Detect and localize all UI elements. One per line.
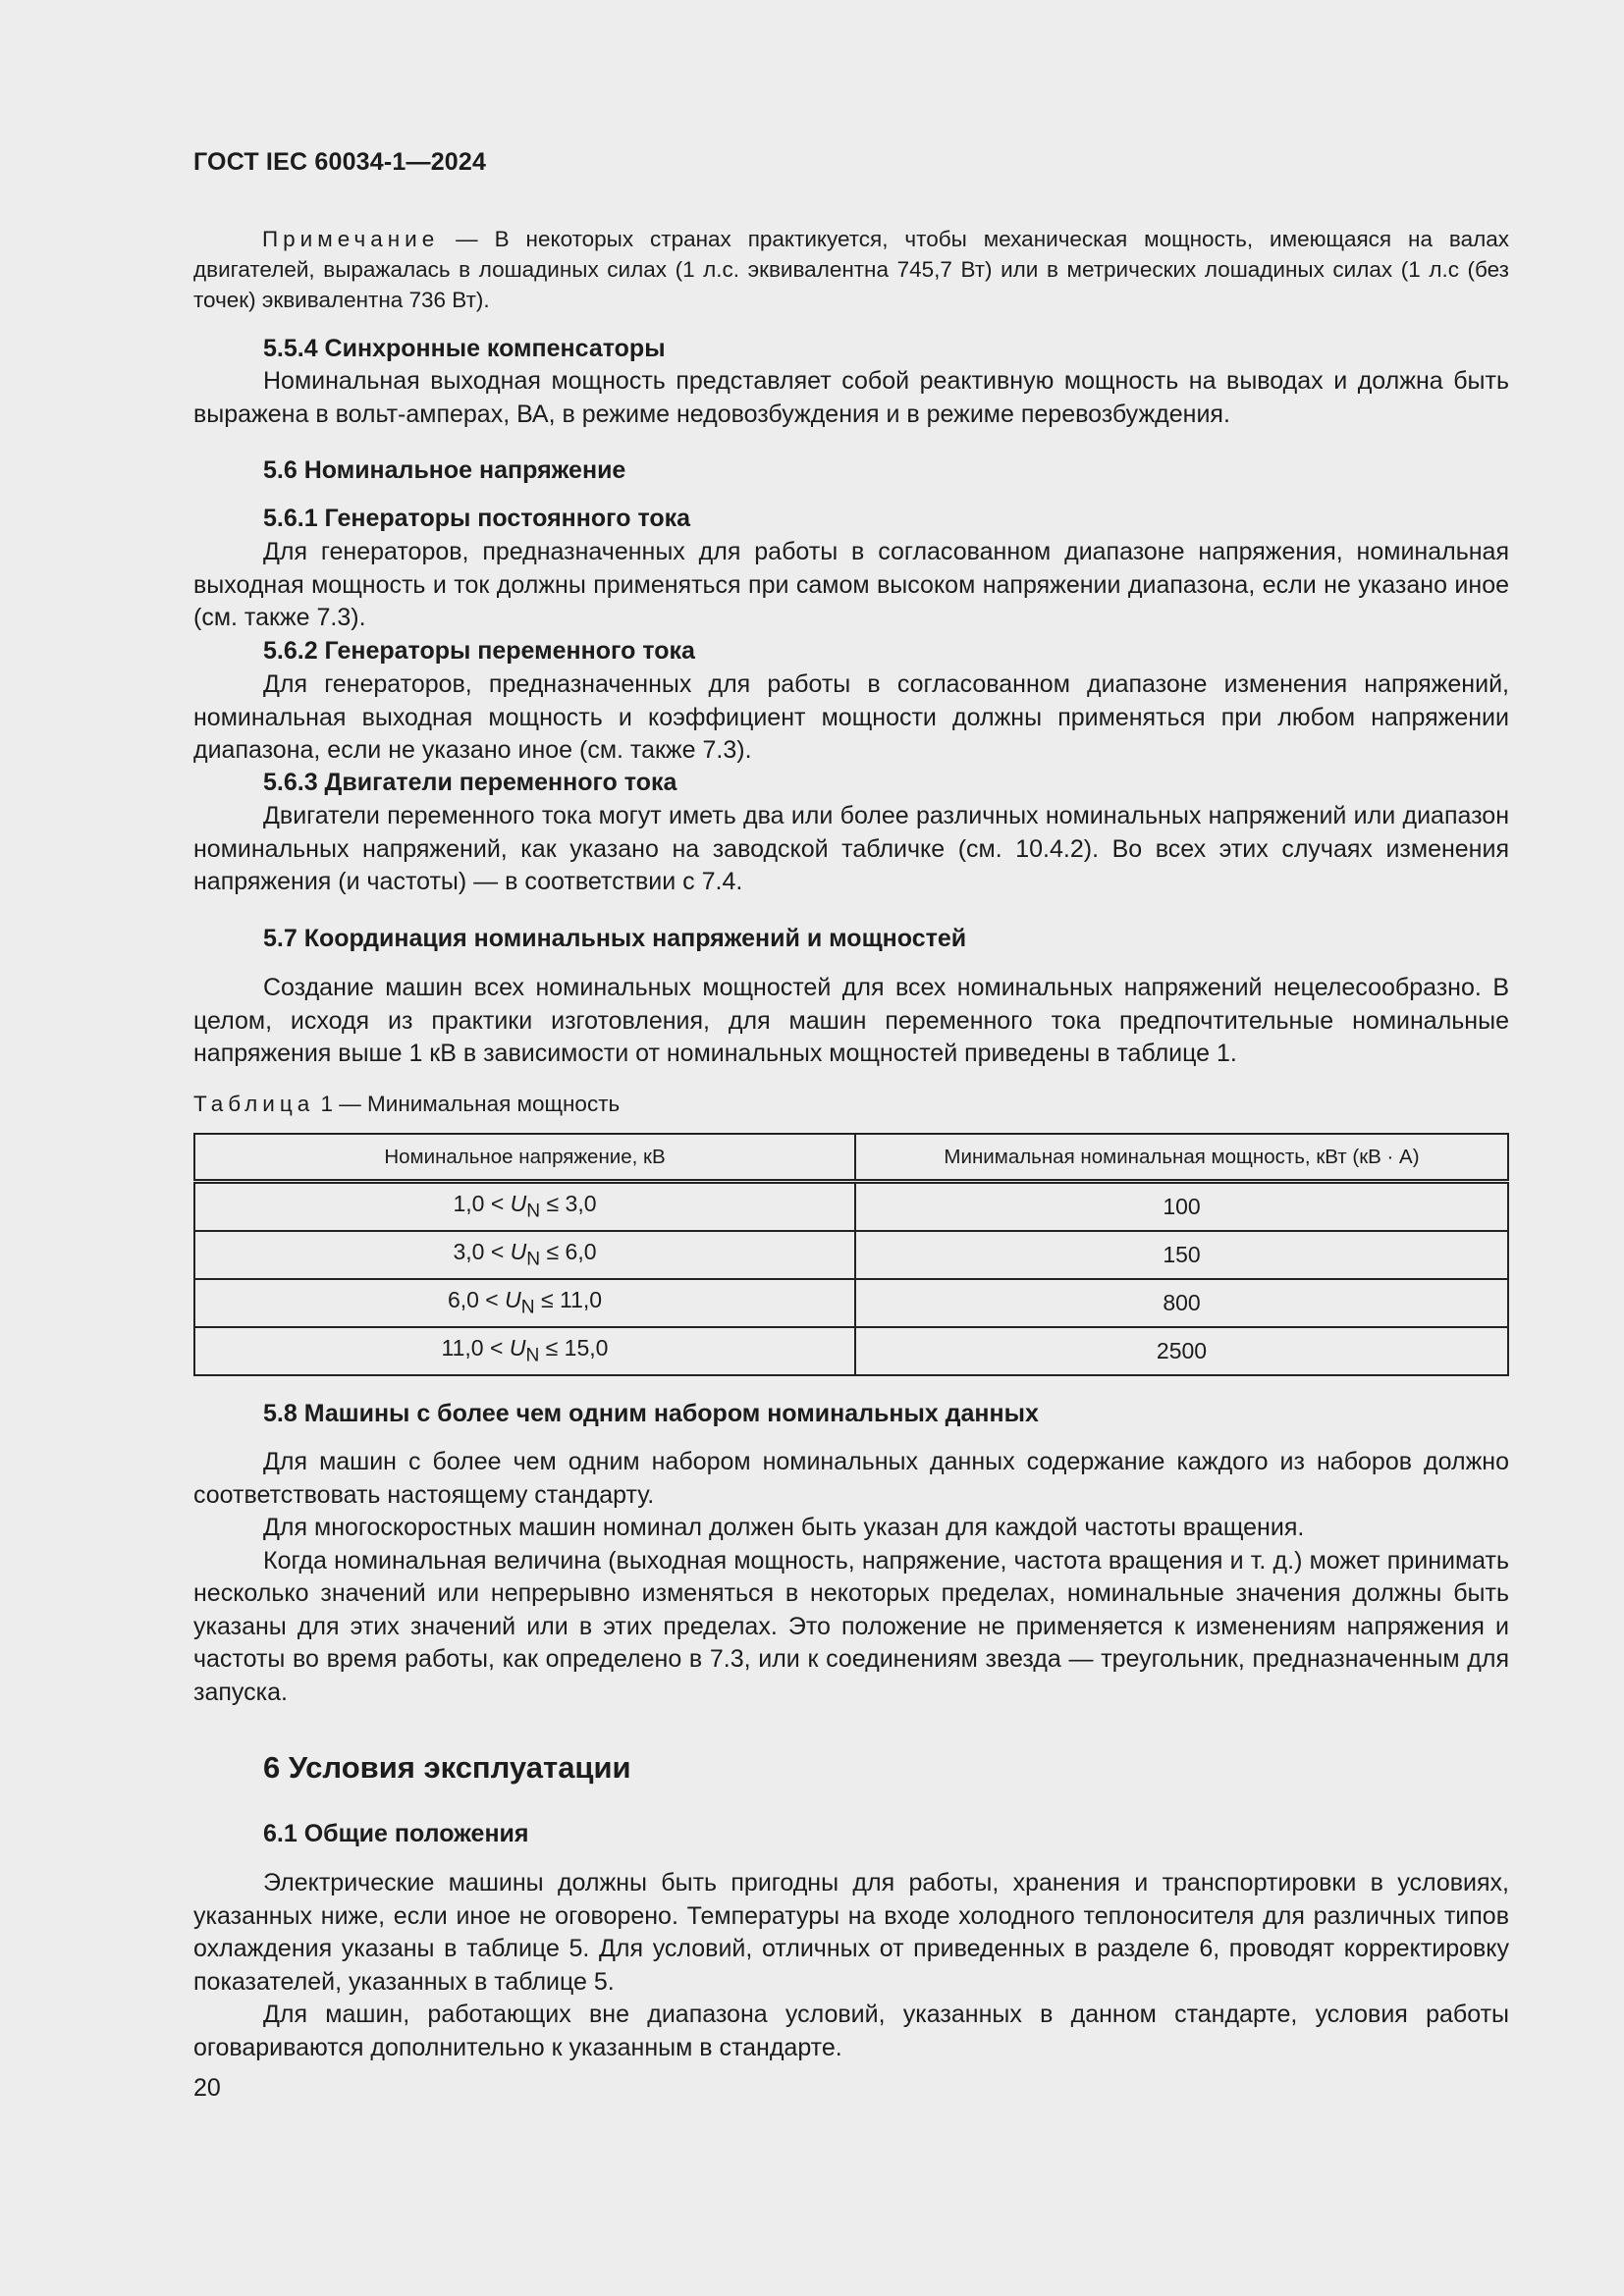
power-cell: 2500 (855, 1327, 1508, 1375)
heading-5-6-3: 5.6.3 Двигатели переменного тока (263, 769, 677, 796)
section-6-1-body (193, 1867, 1509, 2064)
paragraph: Когда номинальная величина (выходная мощность, напряжение, частота вращения и т. д.) может принимать несколько значений или непрерывно изменяться в некоторых пределах, номинальные значения должны быть указаны для этих значений или в этих пределах. Это положение не применяется к изменениям напряжения и частоты во время работы, как определено в 7.3, или к соединениям звезда — треугольник, предназначенным для запуска. (193, 1546, 1509, 1706)
table-caption (193, 1092, 620, 1117)
heading-6-1: 6.1 Общие положения (263, 1820, 529, 1847)
paragraph: Создание машин всех номинальных мощностей для всех номинальных напряжений нецелесообразно. В целом, исходя из практики изготовления, для машин переменного тока предпочтительные номинальные напряжения выше 1 кВ в зависимости от номинальных мощностей приведены в таблице 1. (193, 974, 1509, 1067)
paragraph: Двигатели переменного тока могут иметь два или более различных номинальных напряжений или диапазон номинальных напряжений, как указано на заводской табличке (см. 10.4.2). Во всех этих случаях изменения напряжения (и частоты) — в соответствии с 7.4. (193, 802, 1509, 895)
table-1 (193, 1133, 1509, 1376)
table-row (194, 1279, 1508, 1327)
heading-5-6: 5.6 Номинальное напряжение (263, 456, 626, 484)
note-text: — В некоторых странах практикуется, чтобы механическая мощность, имеющаяся на валах двигателей, выражалась в лошадиных силах (1 л.с. эквивалентна 745,7 Вт) или в метрических лошадиных силах (1 л.с (без точек) эквивалентна 736 Вт). (193, 227, 1509, 312)
paragraph: Номинальная выходная мощность представляет собой реактивную мощность на выводах и должна быть выражена в вольт-амперах, ВА, в режиме недовозбуждения и в режиме перевозбуждения. (193, 367, 1509, 428)
voltage-cell: $3,0 < U_N \le 6,0$ (194, 1231, 855, 1279)
column-header-power: Минимальная номинальная мощность, кВт (кВ · А) (855, 1134, 1508, 1182)
note-paragraph (193, 224, 1509, 315)
voltage-cell: $1,0 < U_N \le 3,0$ (194, 1182, 855, 1232)
heading-6: 6 Условия эксплуатации (263, 1750, 631, 1785)
table-row (194, 1327, 1508, 1375)
paragraph: Для машин с более чем одним набором номинальных данных содержание каждого из наборов должно соответствовать настоящему стандарту. (193, 1448, 1509, 1509)
section-5-8-body (193, 1446, 1509, 1709)
table-row (194, 1182, 1508, 1232)
paragraph: Для генераторов, предназначенных для работы в согласованном диапазоне изменения напряжений, номинальная выходная мощность и коэффициент мощности должны применяться при любом напряжении диапазона, если не указано иное (см. также 7.3). (193, 670, 1509, 764)
power-cell: 150 (855, 1231, 1508, 1279)
paragraph: Для генераторов, предназначенных для работы в согласованном диапазоне напряжения, номинальная выходная мощность и ток должны применяться при самом высоком напряжении диапазона, если не указано иное (см. также 7.3). (193, 538, 1509, 631)
paragraph: Для машин, работающих вне диапазона условий, указанных в данном стандарте, условия работы оговариваются дополнительно к указанным в стандарте. (193, 2001, 1509, 2061)
section-5-5-4-body (193, 365, 1509, 431)
table-caption-text: 1 — Минимальная мощность (314, 1092, 621, 1116)
power-cell: 800 (855, 1279, 1508, 1327)
column-header-voltage: Номинальное напряжение, кВ (194, 1134, 855, 1182)
heading-5-6-2: 5.6.2 Генераторы переменного тока (263, 637, 695, 665)
table-row (194, 1231, 1508, 1279)
power-cell: 100 (855, 1182, 1508, 1232)
heading-5-8: 5.8 Машины с более чем одним набором номинальных данных (263, 1400, 1039, 1427)
page-number: 20 (193, 2074, 221, 2102)
heading-5-6-1: 5.6.1 Генераторы постоянного тока (263, 505, 691, 532)
section-5-6-2-body (193, 668, 1509, 768)
paragraph: Электрические машины должны быть пригодны для работы, хранения и транспортировки в условиях, указанных ниже, если иное не оговорено. Температуры на входе холодного теплоносителя для различных типов охлаждения указаны в таблице 5. Для условий, отличных от приведенных в разделе 6, проводят корректировку показателей, указанных в таблице 5. (193, 1869, 1509, 1996)
heading-5-5-4: 5.5.4 Синхронные компенсаторы (263, 335, 666, 362)
heading-5-7: 5.7 Координация номинальных напряжений и мощностей (263, 925, 967, 952)
table-caption-label: Таблица (193, 1092, 315, 1116)
paragraph: Для многоскоростных машин номинал должен быть указан для каждой частоты вращения. (263, 1514, 1305, 1541)
section-5-6-3-body (193, 800, 1509, 899)
voltage-cell: $11,0 < U_N \le 15,0$ (194, 1327, 855, 1375)
document-header: ГОСТ IEC 60034-1—2024 (193, 148, 487, 176)
section-5-6-1-body (193, 536, 1509, 635)
section-5-7-body (193, 972, 1509, 1071)
voltage-cell: $6,0 < U_N \le 11,0$ (194, 1279, 855, 1327)
note-label: Примечание (262, 227, 440, 251)
table-header-row (194, 1134, 1508, 1182)
